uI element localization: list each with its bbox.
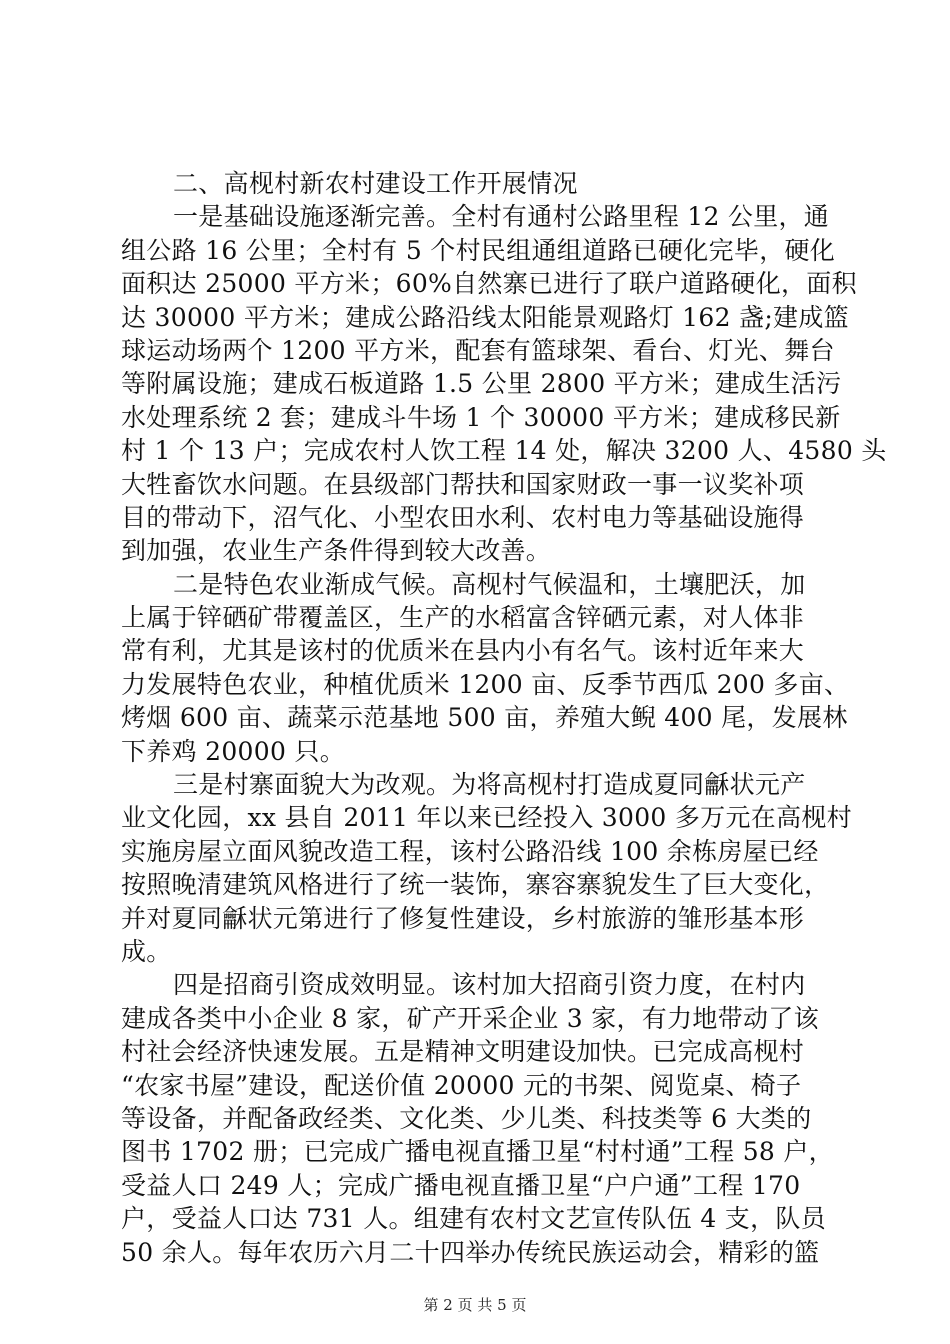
text-line: 户，受益人口达 731 人。组建有农村文艺宣传队伍 4 支，队员 <box>121 1204 827 1234</box>
text-line: 球运动场两个 1200 平方米，配套有篮球架、看台、灯光、舞台 <box>121 335 835 365</box>
text-line: 常有利，尤其是该村的优质米在县内小有名气。该村近年来大 <box>121 636 805 666</box>
text-line: 水处理系统 2 套；建成斗牛场 1 个 30000 平方米；建成移民新 <box>121 402 841 432</box>
text-line: 一是基础设施逐渐完善。全村有通村公路里程 12 公里，通 <box>173 202 830 232</box>
text-line: 按照晚清建筑风格进行了统一装饰，寨容寨貌发生了巨大变化， <box>121 870 830 900</box>
text-line: 村 1 个 13 户；完成农村人饮工程 14 处，解决 3200 人、4580 头 <box>121 436 887 466</box>
text-line: 等设备，并配备政经类、文化类、少儿类、科技类等 6 大类的 <box>121 1103 812 1133</box>
page-number-footer: 第 2 页 共 5 页 <box>423 1296 527 1314</box>
text-line: “农家书屋”建设，配送价值 20000 元的书架、阅览桌、椅子 <box>121 1070 802 1100</box>
text-line: 村社会经济快速发展。五是精神文明建设加快。已完成高枧村 <box>121 1037 805 1067</box>
text-line: 四是招商引资成效明显。该村加大招商引资力度，在村内 <box>173 970 806 1000</box>
text-line: 烤烟 600 亩、蔬菜示范基地 500 亩，养殖大鲵 400 尾，发展林 <box>121 703 848 733</box>
text-line: 力发展特色农业，种植优质米 1200 亩、反季节西瓜 200 多亩、 <box>121 669 850 699</box>
text-line: 并对夏同龢状元第进行了修复性建设，乡村旅游的雏形基本形 <box>121 903 805 933</box>
text-line: 受益人口 249 人；完成广播电视直播卫星“户户通”工程 170 <box>121 1170 801 1200</box>
text-line: 下养鸡 20000 只。 <box>121 736 346 766</box>
text-line: 上属于锌硒矿带覆盖区，生产的水稻富含锌硒元素，对人体非 <box>121 603 805 633</box>
document-body <box>121 167 887 1269</box>
text-line: 面积达 25000 平方米；60%自然寨已进行了联户道路硬化，面积 <box>121 269 857 299</box>
text-line: 大牲畜饮水问题。在县级部门帮扶和国家财政一事一议奖补项 <box>121 469 805 499</box>
text-line: 业文化园，xx 县自 2011 年以来已经投入 3000 多万元在高枧村 <box>121 803 852 833</box>
text-line: 建成各类中小企业 8 家，矿产开采企业 3 家，有力地带动了该 <box>121 1003 819 1033</box>
text-line: 等附属设施；建成石板道路 1.5 公里 2800 平方米；建成生活污 <box>121 369 842 399</box>
section-heading: 二、高枧村新农村建设工作开展情况 <box>173 169 578 198</box>
text-line: 实施房屋立面风貌改造工程，该村公路沿线 100 余栋房屋已经 <box>121 836 819 866</box>
text-line: 图书 1702 册；已完成广播电视直播卫星“村村通”工程 58 户， <box>121 1137 834 1167</box>
text-line: 50 余人。每年农历六月二十四举办传统民族运动会，精彩的篮 <box>121 1237 820 1267</box>
text-line: 目的带动下，沼气化、小型农田水利、农村电力等基础设施得 <box>121 502 805 532</box>
text-line: 达 30000 平方米；建成公路沿线太阳能景观路灯 162 盏;建成篮 <box>121 302 849 332</box>
text-line: 二是特色农业渐成气候。高枧村气候温和，土壤肥沃，加 <box>173 569 806 599</box>
text-line: 成。 <box>121 936 172 966</box>
text-line: 到加强，农业生产条件得到较大改善。 <box>121 536 552 566</box>
text-line: 三是村寨面貌大为改观。为将高枧村打造成夏同龢状元产 <box>173 770 806 800</box>
text-line: 组公路 16 公里；全村有 5 个村民组通组道路已硬化完毕，硬化 <box>121 235 836 265</box>
